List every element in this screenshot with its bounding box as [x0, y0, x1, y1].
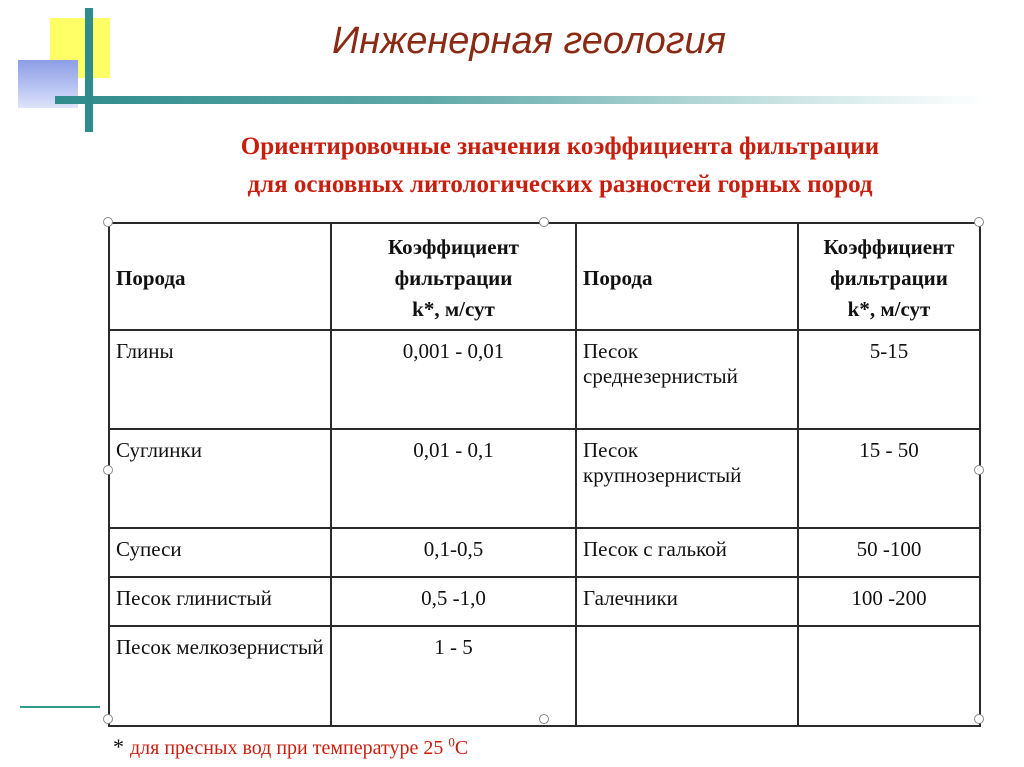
- header-coef-1: [331, 223, 576, 330]
- resize-handle-top-right[interactable]: [974, 217, 984, 227]
- header-coef-line2: фильтрации: [394, 266, 513, 290]
- header-coef-2: [798, 223, 980, 330]
- footnote-asterisk: *: [113, 734, 124, 759]
- rock-cell: Песок мелкозернистый: [109, 626, 331, 726]
- rock-cell: Песок с галькой: [576, 528, 798, 577]
- resize-handle-bottom-right[interactable]: [974, 714, 984, 724]
- caption-line-2: для основных литологических разностей горных пород: [247, 171, 873, 198]
- table-row: [109, 330, 980, 429]
- caption-line-1: Ориентировочные значения коэффициента фильтрации: [240, 133, 880, 160]
- resize-handle-top-middle[interactable]: [539, 217, 549, 227]
- rock-cell: Супеси: [109, 528, 331, 577]
- vertical-teal-bar: [85, 8, 93, 132]
- footnote-degree: 0: [448, 734, 455, 750]
- table-row: [109, 577, 980, 626]
- rock-cell: Галечники: [576, 577, 798, 626]
- filtration-table: [108, 222, 981, 727]
- coef-cell: [798, 626, 980, 726]
- coef-cell: 50 -100: [798, 528, 980, 577]
- coef-cell: 15 - 50: [798, 429, 980, 528]
- header-rock-2: Порода: [576, 223, 798, 330]
- resize-handle-top-left[interactable]: [103, 217, 113, 227]
- rock-cell: Песок глинистый: [109, 577, 331, 626]
- table-caption: [100, 128, 1020, 204]
- header-coef-line1: Коэффициент: [388, 235, 519, 259]
- header-coef-line2: фильтрации: [830, 266, 948, 290]
- rock-cell: Песок среднезернистый: [576, 330, 798, 429]
- header-coef-line3: k*, м/сут: [412, 297, 495, 321]
- resize-handle-middle-right[interactable]: [974, 465, 984, 475]
- coef-cell: 1 - 5: [331, 626, 576, 726]
- table-row: [109, 429, 980, 528]
- coef-cell: 100 -200: [798, 577, 980, 626]
- coef-cell: 0,1-0,5: [331, 528, 576, 577]
- table-row: [109, 528, 980, 577]
- header-coef-line1: Коэффициент: [823, 235, 955, 259]
- rock-cell: [576, 626, 798, 726]
- table-row: [109, 626, 980, 726]
- header-rock-1: Порода: [109, 223, 331, 330]
- footnote-text: для пресных вод при температуре 25: [130, 737, 444, 759]
- rock-cell: Песок крупнозернистый: [576, 429, 798, 528]
- resize-handle-bottom-left[interactable]: [103, 714, 113, 724]
- slide-title: Инженерная геология: [332, 20, 726, 62]
- coef-cell: 0,5 -1,0: [331, 577, 576, 626]
- coef-cell: 5-15: [798, 330, 980, 429]
- header-coef-line3: k*, м/сут: [847, 297, 931, 321]
- teal-underline-decoration: [20, 706, 100, 708]
- coef-cell: 0,01 - 0,1: [331, 429, 576, 528]
- footnote: [113, 734, 468, 760]
- coef-cell: 0,001 - 0,01: [331, 330, 576, 429]
- table-header-row: [109, 223, 980, 330]
- table-frame[interactable]: [108, 222, 979, 719]
- rock-cell: Суглинки: [109, 429, 331, 528]
- horizontal-teal-bar: [55, 96, 985, 104]
- resize-handle-middle-left[interactable]: [103, 465, 113, 475]
- rock-cell: Глины: [109, 330, 331, 429]
- resize-handle-bottom-middle[interactable]: [539, 714, 549, 724]
- footnote-unit: С: [454, 737, 469, 759]
